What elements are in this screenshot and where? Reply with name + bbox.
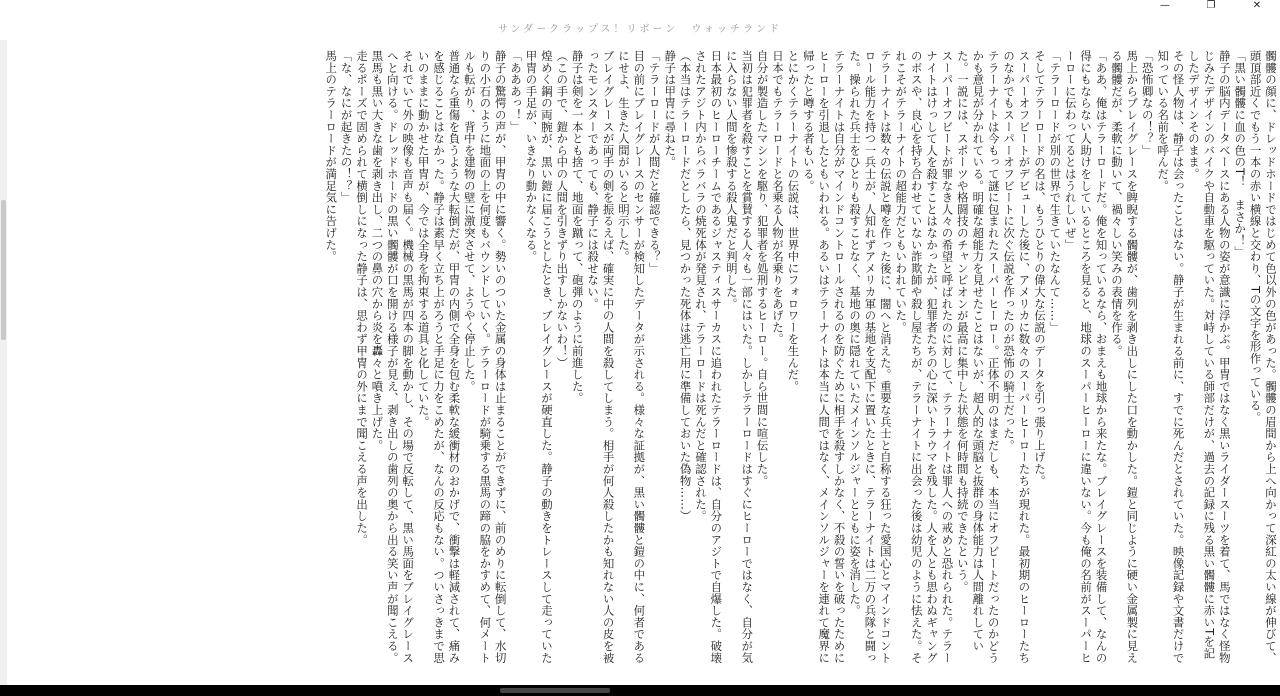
text-paragraph: テラーナイトは自分がマインドコントロールされるのを防ぐために相手を殺すしかなく、不殺の誓いを破ったためにヒーローを引退したともいわれる。あるいはテラーナイトは本当に人間ではなく、メインソルジャーを連れて魔界に帰ったと噂する者もいる。 [801,50,847,664]
reader-header [0,14,1280,40]
text-paragraph: 馬上からブレイグレースを睥睨する髑髏が、歯列を剥き出しにした口を動かした。鎧と同じように硬い金属製に見える髑髏だが、柔軟に動いて、禍々しい笑みの表情を作る。 [1109,50,1140,664]
text-paragraph: （この手で、鎧から中の人間を引きずり出すしかないわ！） [555,50,570,369]
text-paragraph: 走るポーズで固められて横倒しになった静子は、思わず甲冑の外にまで聞こえる声を出した。 [355,50,370,546]
text-paragraph: 「テラーロードが人間だと確認できる？」 [647,50,662,275]
horizontal-scrollbar[interactable] [0,685,1280,696]
text-paragraph: 「恐怖卿なの！？」 [1140,50,1155,157]
text-paragraph: テラーナイトは今もって謎に包まれたスーパーヒーロー。正体不明のはまだしも、本当にオフビートだったのかどうかも意見が分かれている。明確な超能力を見せたことはないが、超人的な頭脳と抜群の身体能力は人間離れしていた。一説には、スポーツや格闘技のチャンピオンが最高に集中した状態を何時間も持続できたという。 [955,50,1001,664]
text-paragraph: 「黒い髑髏に血の色のT！ まさか！」 [1233,50,1248,258]
horizontal-scrollbar-thumb[interactable] [500,688,610,693]
text-paragraph: その怪人物は、静子は会ったことはない。静子が生まれる前に、すでに死んだとされていた。映像記録や文書だけで知っている名前を呼んだ。 [1156,50,1186,664]
book-title: サンダークラップス！リボーン ウォッチランド [498,23,782,35]
minimize-icon[interactable]: — [1160,0,1170,11]
text-paragraph: 「あああっ！」 [509,50,524,133]
vertical-scrollbar[interactable] [0,40,7,685]
text-paragraph: スーパーオフビートがデビューした後に、アメリカに数々のスーパーヒーローたちが現れた。最初期のヒーローたちのなかでもスーパーオフビートに次ぐ伝説を作ったのが恐怖の騎士だった。 [1002,50,1032,664]
text-paragraph: 普通なら重傷を負うような大転倒だが、甲冑の内側で全身を包む柔軟な緩衝材のおかげで、衝撃は軽減されて、痛みを感じることはなかった。静子は素早く立ち上がろうと手足に力をこめたが、なんの反応もない。ついさっきまで思いのままに動かせた甲冑が、今では全身を拘束する道具と化していた。 [416,50,462,664]
text-paragraph: 日本でもテラーロードと名乗る人物が名乗りをあげた。 [771,50,785,345]
text-paragraph: 目の前にブレイグレースのセンサーが検知したデータが示される。様々な証拠が、黒い髑髏と鎧の中に、何者であるにせよ、生きた人間がいると明示した。 [616,50,647,664]
text-paragraph: 「テラーロードが別の世界で生きていたなんて……」 [1048,50,1063,334]
text-paragraph: 自分が製造したマシンを駆り、犯罪者を処刑するヒーロー。自ら世間に喧伝した。 [755,50,770,487]
text-paragraph: とにかくテラーナイトの伝説は、世界中にフォロワーを生んだ。 [786,50,801,393]
text-paragraph: 「ああ、俺はテラーロードだ。俺を知っているなら、おまえも地球から来たな。ブレイグレースを装備して、なんの得にもならない人助けをしているところを見ると、地球のスーパーヒーローに違いない。今も俺の名前がスーパーヒーローに伝わってるとはうれしいぜ」 [1063,50,1109,664]
text-paragraph: ブレイグレースが両手の剣を振るえば、確実に中の人間を殺してしまう。相手が何人殺したかも知れない人の皮を被ったモンスターであっても、静子には殺せない。 [586,50,616,664]
text-paragraph: そしてテラーロードの名は、もうひとりの偉大な伝説のデータを引っ張り上げた。 [1032,50,1047,487]
text-paragraph: 静子の驚愕の声が、甲冑の中に響く。勢いのついた金属の身体は止まることができずに、前のめりに転倒して、水切りの小石のように地面の上を何度もバウンドしていく。テラーロードが騎乗する黒馬の蹄の脇をかすめて、何メートルも転がり、背中を建物の壁に激突させて、ようやく停止した。 [462,50,508,664]
text-paragraph: 煌めく鋼の両腕が、黒い鎧に届こうとしたとき、ブレイグレースが硬直した。静子の動きをトレースして走っていた甲冑の手足が、いきなり動かなくなる。 [524,50,554,664]
window-controls [1142,0,1280,12]
text-paragraph: 当初は犯罪者を殺すことを賞賛する人々も一部にはいた。しかしテラーロードはすぐにヒーローではなく、自分が気に入らない人間を惨殺する殺人鬼だと判明した。 [724,50,755,664]
vertical-text-body [64,50,1278,670]
restore-icon[interactable]: ❐ [1206,0,1216,11]
text-paragraph: テラーナイトは数々の伝説と噂を作った後に、闇へと消えた。重要な兵士と自称する狂った愛国心とマインドコントロール能力を持つ一兵士が、人知れずアメリカ軍の基地を支配下に置いたときに、テラーナイトは二万の兵隊と闘った。操られた兵士をひとりも殺すことなく、基地の奥に隠れていたメインソルジャーとともに姿を消した。 [848,50,893,664]
reader-page[interactable] [64,40,1278,685]
close-icon[interactable]: ✕ [1252,0,1262,11]
text-paragraph: 静子は剣を一本とも捨て、地面を蹴って、砲弾のように前進した。 [570,50,585,404]
text-paragraph: （本当はテラーロードだとしたら、見つかった死体は逃亡用に準備しておいた偽物……） [678,50,693,522]
text-paragraph: それでいて外の映像も音声も届く。機械の黒馬が四本の脚を動かし、その場で反転して、黒い馬面をブレイグレースへと向ける。ドレッドホードの黒い髑髏が口を開ける様子が見え、剥き出しの歯列の奥から出る笑い声が聞こえる。黒馬も黒い大きな歯を剥き出し、二つの鼻の穴から炎を轟々と噴き上げた。 [370,50,416,664]
text-paragraph: 静子の脳内データベースにある人物の姿が意識に浮かぶ。甲冑ではなく黒いライダースーツを着て、馬ではなく怪物じみたデザインのバイクや自動車を駆っていた。対峙している師部だけが、過去の記録に残る黒い髑髏に赤いTを記したデザインそのまま。 [1186,50,1232,664]
text-paragraph: 「な、なにが起きたの！？」 [339,50,354,204]
title-bar [0,0,1280,12]
text-paragraph: スーパーオフビートが罪なき人々の希望と呼ばれたのに対して、テラーナイトは罪人への戒めと恐れられた。テラーナイトはけっして人を殺すことはなかったが、犯罪者たちの心に深いトラウマを残した。人を人とも思わぬギャングのボスや、良心を持ち合わせていない詐欺師や殺し屋たちが、テラーナイトに出会った後は幼児のように怯えた。それこそがテラーナイトの超能力だともいわれていた。 [894,50,955,664]
text-paragraph: 静子は甲冑に尋ねた。 [663,50,678,168]
text-paragraph: 馬上のテラーロードが満足気に告げた。 [324,50,339,263]
text-paragraph: 日本最初のヒーローチームであるジャスティスサーカスに追われたテラーロードは、自分のアジトで自爆した。破壊されたアジト内からバラバラの焼死体が発見され、テラーロードは死んだと確認された。 [693,50,724,664]
scrollbar-thumb[interactable] [1,200,6,340]
text-paragraph: 髑髏の顔に、ドレッドホードではじめて色以外の色があった。髑髏の眉間から上へ向かって深紅の太い線が伸びて、頭頂部近くでもう一本の赤い横線と交わり、Tの文字を形作っている。 [1248,50,1278,664]
